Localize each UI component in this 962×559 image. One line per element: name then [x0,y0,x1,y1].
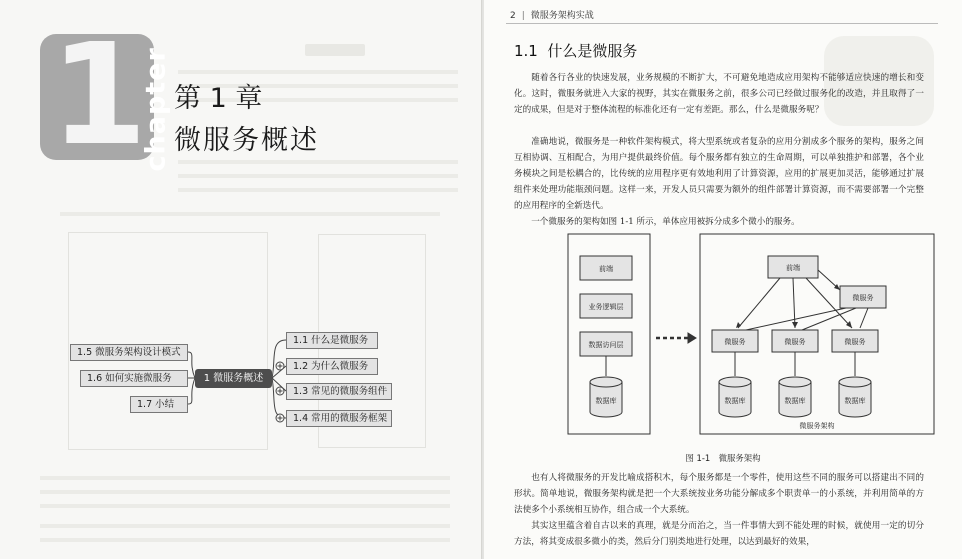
chapter-number: 第 1 章 [174,83,263,114]
micro-service-label: 微服务 [844,338,866,346]
chapter-title: 微服务概述 [174,125,319,156]
mindmap-node-1-6: 1.6 如何实施微服务 [80,370,188,387]
connector-1-7 [188,378,195,404]
connector-1-5 [188,352,195,378]
mindmap-node-1-4: 1.4 常用的微服务框架 [286,410,392,427]
arrow-extra-s3 [860,308,868,328]
arrow-extra-s1 [746,308,846,330]
page-number: 2 [510,11,516,21]
micro-db-top [779,377,811,387]
monolith-db-label: 数据库 [595,397,617,405]
arrowhead [792,322,798,328]
micro-service-label: 微服务 [724,338,746,346]
paragraph: 随着各行各业的快速发展，业务规模的不断扩大，不可避免地造成应用架构不能够适应快速的增长和变化。这时，微服务就进入大家的视野，其实在微服务之前，很多公司已经做过服务化的改造，并且取得了一定的成果，但是对于整体流程的标准化还有一定有差距。那么，什么是微服务呢？ [514,73,924,115]
mindmap-node-1-2: 1.2 为什么微服务 [286,358,378,375]
paragraph: 也有人将微服务的开发比喻成搭积木，每个服务都是一个零件，使用这些不同的服务可以搭建出不同的形状。简单地说，微服务架构就是把一个大系统按业务功能分解成多个职责单一的小系统，并利用简单的方法使多个小系统相互协作，组合成一个大系统。 [514,473,924,515]
section-title-text: 什么是微服务 [547,42,638,60]
figure-caption: 图 1-1 微服务架构 [685,453,761,463]
badge-chapter-word: chapter [140,47,172,172]
paragraph: 一个微服务的架构如图 1-1 所示，单体应用被拆分成多个微小的服务。 [531,217,800,227]
mindmap-node-1-7: 1.7 小结 [130,396,188,413]
mindmap-node-1-3: 1.3 常见的微服务组件 [286,383,392,400]
monolith-label-frontend: 前端 [599,265,613,273]
mindmap-node-1-1: 1.1 什么是微服务 [286,332,378,349]
monolith-label-logic: 业务逻辑层 [588,303,624,311]
mindmap-center-node: 1 微服务概述 [195,369,272,388]
right-page [484,0,962,559]
section-number: 1.1 [514,42,538,60]
micro-frontend-label: 前端 [786,264,800,272]
paragraph: 准确地说，微服务是一种软件架构模式，将大型系统或者复杂的应用分割成多个服务的架构，服务之间互相协调、互相配合，为用户提供最终价值。每个服务都有独立的生命周期，可以单独推护和部署，各个业务模块之间是松耦合的，比传统的应用程序更有效地利用了计算资源，应用的扩展更加灵活，能够通过扩展组件来处理功能瓶颈问题。这样一来，开发人员只需要为额外的组件部署计算资源，而不需要部署一个完整的应用程序的全新迭代。 [514,137,924,211]
arrow-frontend-s1 [738,278,780,328]
extra-service-label: 微服务 [852,294,874,302]
migration-arrowhead [688,333,696,343]
micro-db-label: 数据库 [724,397,746,405]
book-title: 微服务架构实战 [530,11,594,21]
monolith-label-data: 数据访问层 [588,341,624,349]
micro-db-top [719,377,751,387]
paragraph: 其实这里蕴含着自古以来的真理，就是分而治之，当一件事情大到不能处理的时候，就使用一定的切分方法，将其变成很多微小的类，然后分门别类地进行处理，以达到最好的效果， [514,521,924,547]
micro-architecture-label: 微服务架构 [799,422,835,430]
micro-db-label: 数据库 [844,397,866,405]
micro-service-label: 微服务 [784,338,806,346]
micro-db-top [839,377,871,387]
mindmap-node-1-5: 1.5 微服务架构设计模式 [70,344,188,361]
running-header: 2 | 微服务架构实战 [510,11,594,21]
micro-db-label: 数据库 [784,397,806,405]
arrow-frontend-s2 [793,278,795,328]
monolith-db-top [590,377,622,387]
badge-number: 1 [50,14,148,177]
